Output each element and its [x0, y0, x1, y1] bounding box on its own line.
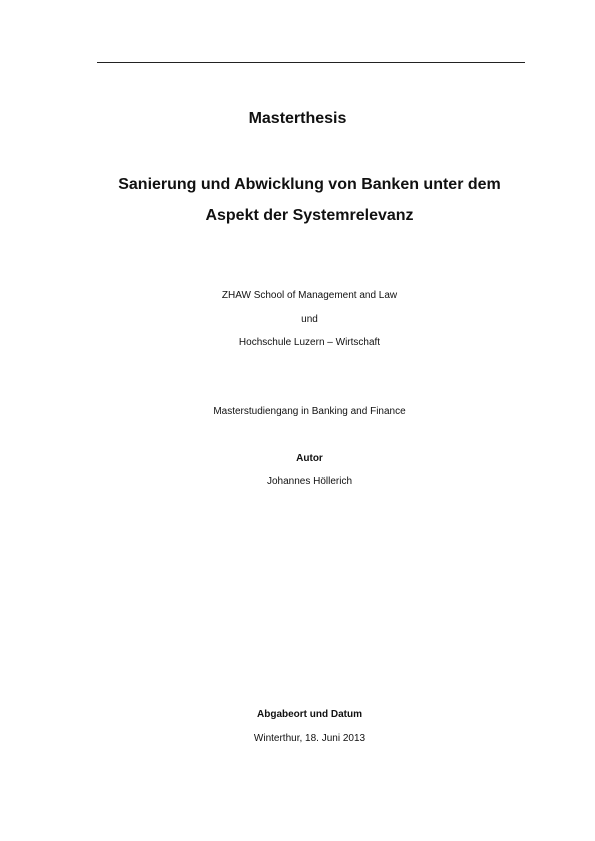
place-date-value: Winterthur, 18. Juni 2013: [253, 733, 366, 744]
thesis-title-line-2: Aspekt der Systemrelevanz: [205, 207, 414, 224]
header-rule: [97, 62, 525, 63]
author-name: Johannes Höllerich: [266, 476, 353, 487]
institution-conjunction: und: [301, 314, 318, 325]
study-program: Masterstudiengang in Banking and Finance: [213, 406, 406, 417]
document-type: Masterthesis: [248, 110, 347, 127]
thesis-title-line-1: Sanierung und Abwicklung von Banken unter dem: [118, 176, 501, 193]
place-date-label: Abgabeort und Datum: [257, 709, 362, 720]
author-label: Autor: [296, 453, 323, 464]
institution-2: Hochschule Luzern – Wirtschaft: [238, 337, 381, 348]
institution-1: ZHAW School of Management and Law: [221, 290, 398, 301]
